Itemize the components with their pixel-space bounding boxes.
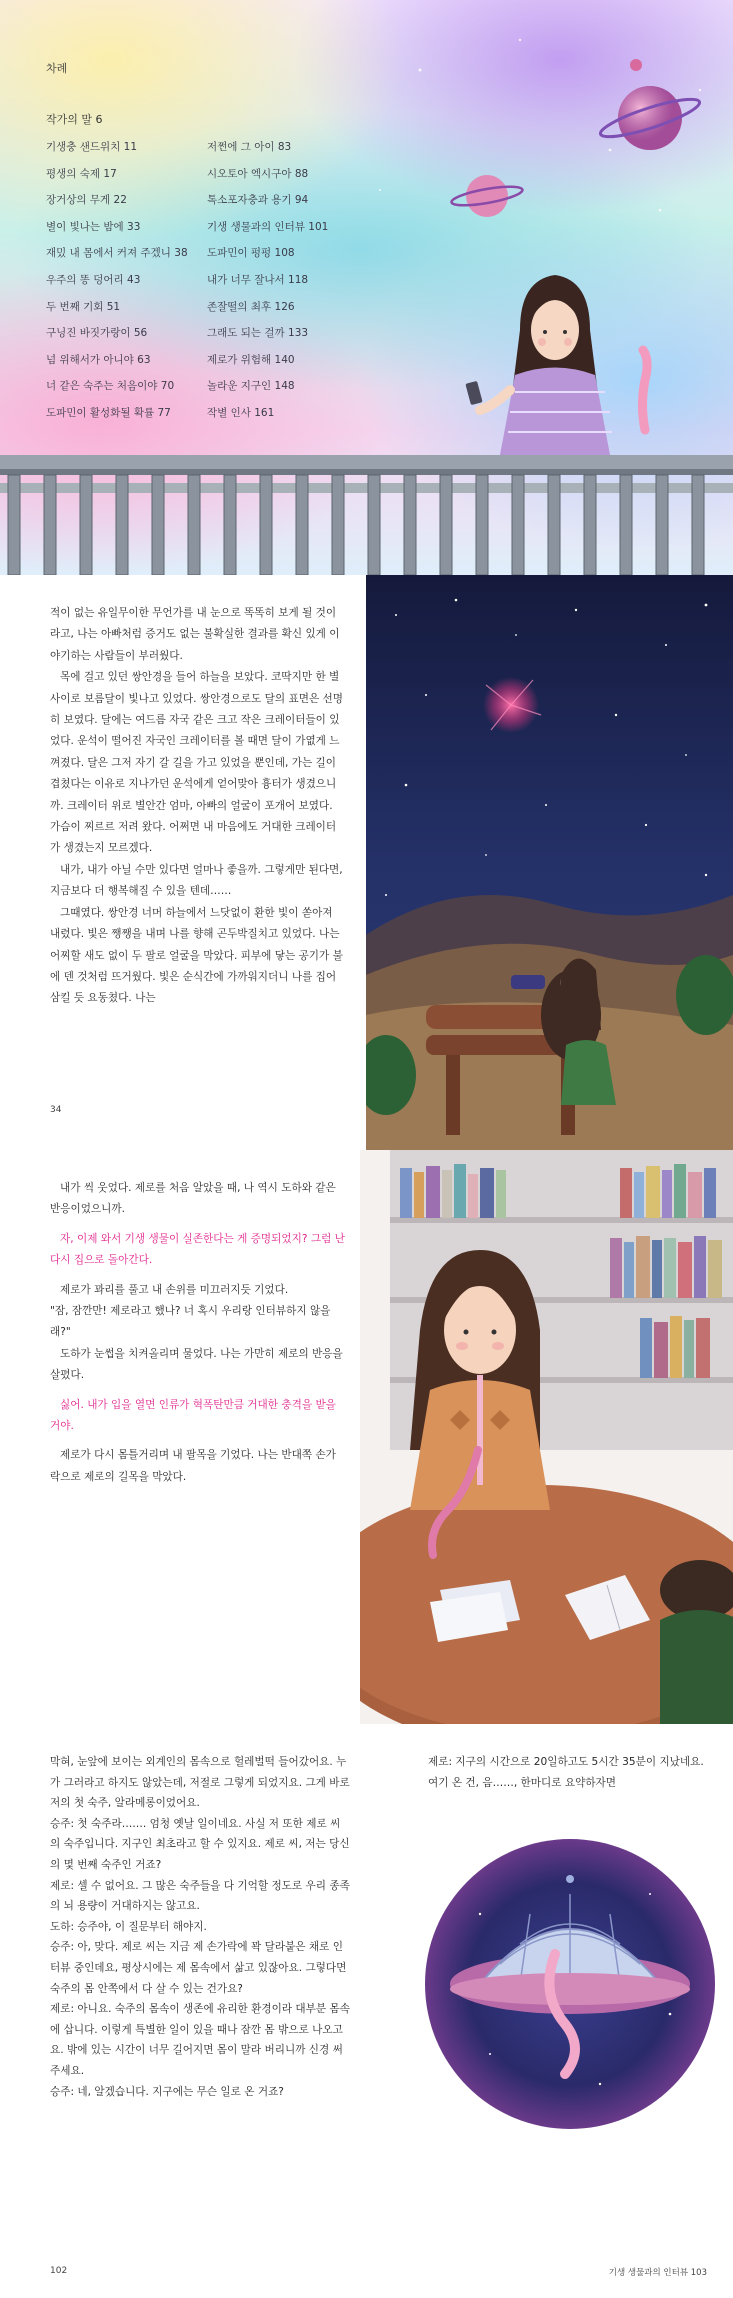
toc-entry[interactable]: 그래도 되는 걸까 133 <box>207 327 309 340</box>
interview-text-block <box>50 1752 350 2102</box>
planet-large <box>597 86 702 150</box>
toc-entry[interactable]: 시오토아 엑시구아 88 <box>207 167 309 180</box>
night-sky-illustration <box>366 575 733 1150</box>
paragraph: 내가 씩 웃었다. 제로를 처음 알았을 때, 나 역시 도하와 같은 반응이었으니까. <box>50 1182 336 1216</box>
paragraph: 그때였다. 쌍안경 너머 하늘에서 느닷없이 환한 빛이 쏟아져 내렸다. 빛은 쨍쨍을 내며 나를 향해 곤두박질치고 있었다. 나는 어찌할 새도 없이 두 팔로 얼굴을 막았다. 피부에 닿는 공기가 불에 덴 것처럼 뜨거웠다. 빛은 순식간에 가까워지더니 나를 집어삼킬 듯 요동쳤다. 나는 <box>50 906 343 1005</box>
toc-entry[interactable]: 도파민이 활성화될 확률 77 <box>46 406 171 419</box>
paragraph: 목에 걸고 있던 쌍안경을 들어 하늘을 보았다. 코딱지만 한 별 사이로 보름달이 빛나고 있었다. 쌍안경으로도 달의 표면은 선명히 보였다. 달에는 여드름 자국 같은 크고 작은 크레이터들이 있었다. 운석이 떨어진 자국인 크레이터를 볼 때면 달이 가엾게 느껴졌다. 달은 그저 자기 갈 길을 가고 있었을 뿐인데, 가는 길이 겹쳤다는 이유로 지나가던 운석에게 얻어맞아 흉터가 생겼으니까. 크레이터 위로 별안간 엄마, 아빠의 얼굴이 포개어 보였다. 가슴이 찌르르 저려 왔다. 어쩌면 내 마음에도 거대한 크레이터가 생겼는지 모르겠다. <box>50 671 344 855</box>
toc-entry[interactable]: 재밌 내 몸에서 커져 주겠니 38 <box>46 247 188 260</box>
toc-prologue: 작가의 말 6 <box>46 113 103 126</box>
toc-left-column <box>46 134 188 427</box>
dialogue-line: 승주: 아, 맞다. 제로 씨는 지금 제 손가락에 꽉 달라붙은 채로 인터뷰 중인데요, 평상시에는 제 몸속에서 삶고 있잖아요. 그렇다면 숙주의 몸 안쪽에서 다 살 수 있는 건가요? <box>50 1941 347 1995</box>
toc-entry[interactable]: 별이 빛나는 밤에 33 <box>46 220 141 233</box>
girl-figure <box>465 275 647 455</box>
dialogue-line: 승주: 네, 알겠습니다. 지구에는 무슨 일로 온 거죠? <box>50 2085 284 2098</box>
dialogue-line: 제로: 셀 수 없어요. 그 많은 숙주들을 다 기억할 정도로 우리 종족의 뇌 용량이 거대하지는 않고요. <box>50 1879 350 1913</box>
paragraph: 내가, 내가 아닐 수만 있다면 얼마나 좋을까. 그렇게만 된다면, 지금보다 더 행복해질 수 있을 텐데…… <box>50 863 343 898</box>
interview-text-right <box>428 1752 708 1793</box>
story-spread-night <box>0 575 733 1150</box>
toc-entry[interactable]: 놀라운 지구인 148 <box>207 380 295 393</box>
planet-small <box>450 175 523 217</box>
toc-heading: 차례 <box>46 62 68 75</box>
toc-entry[interactable]: 넘 위해서가 아니야 63 <box>46 353 151 366</box>
paragraph: 적이 없는 유일무이한 무언가를 내 눈으로 똑똑히 보게 될 것이라고, 나는 아빠처럼 증거도 없는 불확실한 결과를 확신 있게 이야기하는 사람들이 부러웠다. <box>50 607 340 662</box>
page-number-left: 102 <box>50 2266 68 2276</box>
toc-entry[interactable]: 도파민이 펑펑 108 <box>207 247 295 260</box>
dialogue-line: 제로: 아니요. 숙주의 몸속이 생존에 유리한 환경이라 대부분 몸속에 삽니다. 이렇게 특별한 일이 있을 때나 잠깐 몸 밖으로 나오고요. 밖에 있는 시간이 너무 길어지면 몸이 말라 버리니까 신경 써 주세요. <box>50 2003 350 2077</box>
parasite-speech: 자, 이제 와서 기생 생물이 실존한다는 게 증명되었지? 그럼 난 다시 집으로 돌아간다. <box>50 1232 345 1267</box>
story-text-block <box>50 1178 346 1488</box>
railing-illustration <box>0 455 733 575</box>
toc-entry[interactable]: 기생 생물과의 인터뷰 101 <box>207 220 329 233</box>
toc-entry[interactable]: 구닝진 바짓가랑이 56 <box>46 327 148 340</box>
paragraph: 제로가 다시 몸틀거리며 내 팔목을 기었다. 나는 반대쪽 손가락으로 제로의 길목을 막았다. <box>50 1449 336 1483</box>
toc-entry[interactable]: 톡소포자충과 용기 94 <box>207 194 309 207</box>
toc-entry[interactable]: 저쩐에 그 아이 83 <box>207 141 292 153</box>
story-spread-library <box>0 1150 733 1724</box>
dialogue-line: 승주: 첫 숙주라……. 엄청 옛날 일이네요. 사실 저 또한 제로 씨의 숙주입니다. 지구인 최초라고 할 수 있지요. 제로 씨, 저는 당신의 몇 번째 숙주인 거죠? <box>50 1817 350 1871</box>
library-illustration <box>360 1150 733 1724</box>
running-footer-right: 기생 생물과의 인터뷰 103 <box>608 2268 707 2278</box>
toc-page <box>0 0 733 575</box>
toc-entry[interactable]: 우주의 똥 덩어리 43 <box>46 273 141 286</box>
toc-entry[interactable]: 제로가 위험해 140 <box>207 353 295 366</box>
girl-at-table <box>410 1250 550 1555</box>
boy-back-view <box>660 1560 733 1724</box>
dialogue-line: 제로: 지구의 시간으로 20일하고도 5시간 35분이 지났네요. 여기 온 건, 음……, 한마디로 요약하자면 <box>428 1756 704 1789</box>
toc-entry[interactable]: 두 번째 기회 51 <box>46 300 121 313</box>
paragraph: "잠, 잠깐만! 제로라고 했나? 너 혹시 우리랑 인터뷰하지 않을래?" <box>50 1305 331 1339</box>
page-number: 34 <box>50 1105 62 1115</box>
toc-entry[interactable]: 장거상의 무게 22 <box>46 194 127 207</box>
toc-entry[interactable]: 내가 너무 잘나서 118 <box>207 273 309 286</box>
dialogue-line: 도하: 승주야, 이 질문부터 해야지. <box>50 1920 207 1933</box>
story-text-block <box>50 603 346 1010</box>
ufo-illustration <box>420 1834 720 2134</box>
interview-spread <box>0 1724 733 2298</box>
toc-entry[interactable]: 너 같은 숙주는 처음이야 70 <box>46 380 175 393</box>
toc-right-column <box>207 134 328 427</box>
parasite-speech: 싫어. 내가 입을 열면 인류가 혁폭탄만큼 거대한 충격을 받을 거야. <box>50 1398 336 1433</box>
toc-entry[interactable]: 작별 인사 161 <box>207 406 275 419</box>
paragraph: 막혀, 눈앞에 보이는 외계인의 몸속으로 헐레벌떡 들어갔어요. 누가 그러라고 하지도 않았는데, 저절로 그렇게 되었지요. 그게 바로 저의 첫 숙주, 알라메롱이었어요. <box>50 1756 350 1810</box>
paragraph: 제로가 꽈리를 풀고 내 손위를 미끄러지듯 기었다. <box>60 1283 289 1296</box>
toc-entry[interactable]: 기생충 샌드위치 11 <box>46 141 138 153</box>
toc-entry[interactable]: 존잘떨의 최후 126 <box>207 300 295 313</box>
toc-entry[interactable]: 평생의 숙제 17 <box>46 167 117 180</box>
paragraph: 도하가 눈썹을 치켜올리며 물었다. 나는 가만히 제로의 반응을 살폈다. <box>50 1347 343 1382</box>
